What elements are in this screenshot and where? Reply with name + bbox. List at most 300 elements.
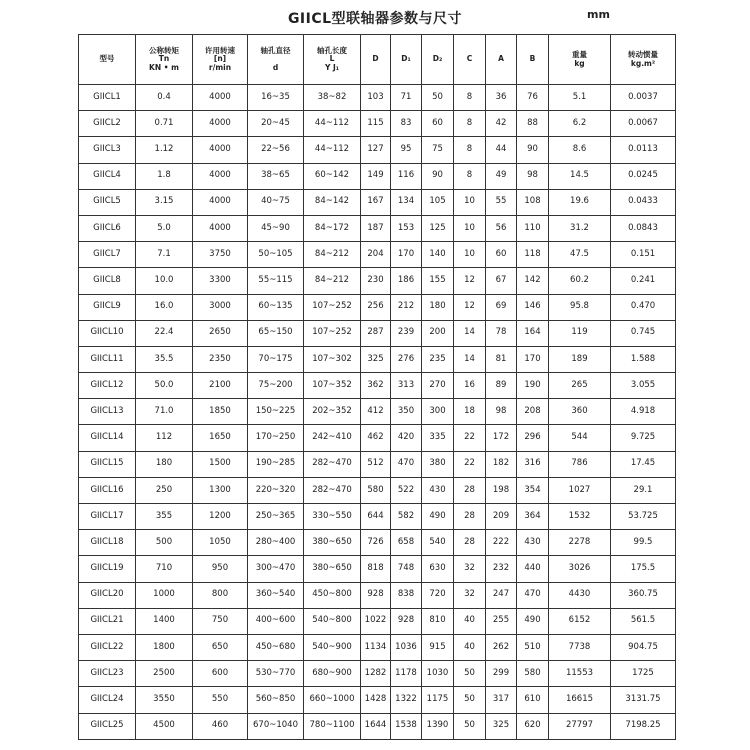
cell-bore-length: 380~650 [304,530,361,556]
cell-D: 818 [361,556,391,582]
cell-D: 512 [361,451,391,477]
cell-bore-length: 38~82 [304,85,361,111]
cell-torque: 16.0 [136,294,193,320]
cell-speed: 3300 [193,268,248,294]
cell-A: 98 [486,399,517,425]
cell-bore-length: 780~1100 [304,713,361,740]
cell-model: GIICL4 [79,163,136,189]
cell-weight: 119 [549,320,611,346]
cell-B: 610 [517,687,549,713]
cell-D1: 212 [391,294,422,320]
cell-D1: 522 [391,477,422,503]
cell-bore-length: 107~352 [304,373,361,399]
cell-A: 49 [486,163,517,189]
cell-D: 1022 [361,608,391,634]
cell-model: GIICL12 [79,373,136,399]
cell-D1: 470 [391,451,422,477]
header-D1: D₁ [391,35,422,85]
table-row [79,608,676,634]
cell-D: 462 [361,425,391,451]
header-D2: D₂ [422,35,454,85]
table-row [79,713,676,740]
cell-B: 490 [517,608,549,634]
table-row [79,530,676,556]
cell-model: GIICL13 [79,399,136,425]
cell-C: 22 [454,451,486,477]
cell-C: 10 [454,242,486,268]
table-row [79,556,676,582]
cell-model: GIICL20 [79,582,136,608]
cell-speed: 4000 [193,215,248,241]
cell-speed: 2350 [193,346,248,372]
cell-C: 10 [454,189,486,215]
cell-torque: 22.4 [136,320,193,346]
cell-torque: 50.0 [136,373,193,399]
cell-B: 108 [517,189,549,215]
cell-speed: 600 [193,661,248,687]
cell-D: 1644 [361,713,391,740]
cell-B: 620 [517,713,549,740]
cell-D2: 1390 [422,713,454,740]
cell-inertia: 0.0067 [611,111,676,137]
cell-model: GIICL8 [79,268,136,294]
table-row [79,477,676,503]
cell-torque: 4500 [136,713,193,740]
header-bore: 轴孔直径 d [248,35,304,85]
cell-C: 50 [454,687,486,713]
header-D: D [361,35,391,85]
cell-model: GIICL7 [79,242,136,268]
cell-bore-diameter: 670~1040 [248,713,304,740]
table-row [79,425,676,451]
cell-inertia: 0.745 [611,320,676,346]
cell-inertia: 360.75 [611,582,676,608]
cell-speed: 1650 [193,425,248,451]
cell-A: 182 [486,451,517,477]
cell-D1: 153 [391,215,422,241]
cell-bore-diameter: 450~680 [248,634,304,660]
cell-D2: 140 [422,242,454,268]
cell-A: 55 [486,189,517,215]
table-row [79,504,676,530]
cell-torque: 3550 [136,687,193,713]
cell-weight: 60.2 [549,268,611,294]
cell-D2: 155 [422,268,454,294]
table-body [79,85,676,740]
cell-D1: 1322 [391,687,422,713]
table-row [79,399,676,425]
table-row [79,268,676,294]
cell-torque: 2500 [136,661,193,687]
cell-bore-length: 282~470 [304,477,361,503]
cell-bore-length: 282~470 [304,451,361,477]
cell-weight: 95.8 [549,294,611,320]
cell-D: 1428 [361,687,391,713]
cell-D2: 490 [422,504,454,530]
cell-B: 510 [517,634,549,660]
cell-speed: 950 [193,556,248,582]
cell-model: GIICL17 [79,504,136,530]
cell-model: GIICL24 [79,687,136,713]
cell-C: 50 [454,661,486,687]
cell-torque: 3.15 [136,189,193,215]
cell-torque: 710 [136,556,193,582]
cell-D: 1134 [361,634,391,660]
cell-B: 470 [517,582,549,608]
cell-inertia: 0.0037 [611,85,676,111]
cell-bore-length: 84~142 [304,189,361,215]
table-row [79,111,676,137]
cell-C: 16 [454,373,486,399]
cell-model: GIICL15 [79,451,136,477]
cell-bore-length: 107~252 [304,320,361,346]
cell-bore-length: 44~112 [304,137,361,163]
table-row [79,582,676,608]
cell-model: GIICL16 [79,477,136,503]
cell-B: 76 [517,85,549,111]
cell-A: 89 [486,373,517,399]
cell-speed: 4000 [193,137,248,163]
cell-C: 32 [454,556,486,582]
cell-D2: 1175 [422,687,454,713]
cell-torque: 180 [136,451,193,477]
header-inertia: 转动惯量 kg.m² [611,35,676,85]
cell-inertia: 99.5 [611,530,676,556]
cell-speed: 1500 [193,451,248,477]
cell-D2: 810 [422,608,454,634]
cell-bore-length: 242~410 [304,425,361,451]
cell-bore-diameter: 400~600 [248,608,304,634]
cell-speed: 800 [193,582,248,608]
cell-B: 88 [517,111,549,137]
cell-D: 644 [361,504,391,530]
cell-C: 8 [454,137,486,163]
cell-model: GIICL23 [79,661,136,687]
cell-D: 115 [361,111,391,137]
cell-D1: 116 [391,163,422,189]
cell-inertia: 4.918 [611,399,676,425]
cell-bore-length: 540~800 [304,608,361,634]
cell-B: 170 [517,346,549,372]
page-title: GIICL型联轴器参数与尺寸 [287,11,463,27]
cell-weight: 360 [549,399,611,425]
cell-D2: 335 [422,425,454,451]
cell-bore-diameter: 250~365 [248,504,304,530]
header-A: A [486,35,517,85]
table-row [79,661,676,687]
cell-weight: 47.5 [549,242,611,268]
cell-D2: 105 [422,189,454,215]
cell-torque: 0.71 [136,111,193,137]
cell-bore-diameter: 40~75 [248,189,304,215]
cell-weight: 5.1 [549,85,611,111]
cell-model: GIICL25 [79,713,136,740]
cell-inertia: 29.1 [611,477,676,503]
cell-bore-diameter: 60~135 [248,294,304,320]
cell-B: 364 [517,504,549,530]
cell-D2: 180 [422,294,454,320]
cell-A: 317 [486,687,517,713]
cell-B: 440 [517,556,549,582]
cell-C: 28 [454,504,486,530]
cell-speed: 1850 [193,399,248,425]
unit-label: mm [587,8,610,21]
cell-speed: 1200 [193,504,248,530]
cell-C: 8 [454,111,486,137]
cell-C: 8 [454,85,486,111]
cell-C: 28 [454,530,486,556]
cell-D1: 1178 [391,661,422,687]
cell-model: GIICL10 [79,320,136,346]
cell-model: GIICL5 [79,189,136,215]
cell-B: 164 [517,320,549,346]
cell-speed: 4000 [193,189,248,215]
cell-bore-diameter: 190~285 [248,451,304,477]
cell-D2: 720 [422,582,454,608]
cell-A: 255 [486,608,517,634]
cell-bore-diameter: 300~470 [248,556,304,582]
cell-speed: 650 [193,634,248,660]
cell-inertia: 0.0433 [611,189,676,215]
cell-speed: 2650 [193,320,248,346]
header-B: B [517,35,549,85]
cell-speed: 460 [193,713,248,740]
cell-A: 172 [486,425,517,451]
cell-C: 8 [454,163,486,189]
cell-weight: 544 [549,425,611,451]
cell-C: 28 [454,477,486,503]
cell-D2: 380 [422,451,454,477]
cell-B: 208 [517,399,549,425]
cell-D: 230 [361,268,391,294]
cell-D2: 300 [422,399,454,425]
cell-bore-length: 60~142 [304,163,361,189]
cell-inertia: 561.5 [611,608,676,634]
cell-bore-length: 450~800 [304,582,361,608]
cell-weight: 189 [549,346,611,372]
cell-D: 928 [361,582,391,608]
header-C: C [454,35,486,85]
cell-torque: 1400 [136,608,193,634]
cell-B: 316 [517,451,549,477]
cell-D2: 270 [422,373,454,399]
cell-D2: 200 [422,320,454,346]
cell-model: GIICL21 [79,608,136,634]
cell-C: 12 [454,268,486,294]
coupling-spec-table [78,34,676,740]
cell-A: 56 [486,215,517,241]
cell-speed: 3750 [193,242,248,268]
cell-inertia: 3131.75 [611,687,676,713]
table-row [79,189,676,215]
cell-inertia: 0.241 [611,268,676,294]
cell-A: 78 [486,320,517,346]
cell-model: GIICL19 [79,556,136,582]
cell-weight: 786 [549,451,611,477]
table-row [79,137,676,163]
cell-D2: 75 [422,137,454,163]
cell-A: 209 [486,504,517,530]
cell-inertia: 0.151 [611,242,676,268]
cell-D: 256 [361,294,391,320]
cell-D: 167 [361,189,391,215]
cell-torque: 1000 [136,582,193,608]
cell-inertia: 3.055 [611,373,676,399]
cell-C: 32 [454,582,486,608]
cell-D1: 83 [391,111,422,137]
cell-B: 580 [517,661,549,687]
header-torque: 公称转矩 Tn KN • m [136,35,193,85]
cell-speed: 4000 [193,111,248,137]
cell-D2: 540 [422,530,454,556]
cell-D1: 313 [391,373,422,399]
cell-weight: 31.2 [549,215,611,241]
cell-bore-diameter: 75~200 [248,373,304,399]
cell-D: 204 [361,242,391,268]
cell-D1: 420 [391,425,422,451]
header-model: 型号 [79,35,136,85]
cell-model: GIICL2 [79,111,136,137]
table-row [79,373,676,399]
cell-model: GIICL14 [79,425,136,451]
table-row [79,634,676,660]
cell-inertia: 904.75 [611,634,676,660]
cell-weight: 14.5 [549,163,611,189]
cell-weight: 6152 [549,608,611,634]
cell-bore-diameter: 220~320 [248,477,304,503]
cell-bore-diameter: 280~400 [248,530,304,556]
cell-bore-length: 380~650 [304,556,361,582]
cell-bore-diameter: 55~115 [248,268,304,294]
cell-bore-diameter: 360~540 [248,582,304,608]
cell-D2: 50 [422,85,454,111]
cell-torque: 1.12 [136,137,193,163]
cell-C: 50 [454,713,486,740]
cell-speed: 4000 [193,163,248,189]
cell-torque: 500 [136,530,193,556]
cell-A: 232 [486,556,517,582]
cell-D: 287 [361,320,391,346]
cell-torque: 1.8 [136,163,193,189]
cell-bore-diameter: 45~90 [248,215,304,241]
cell-weight: 3026 [549,556,611,582]
cell-weight: 7738 [549,634,611,660]
cell-D1: 239 [391,320,422,346]
cell-D: 362 [361,373,391,399]
cell-weight: 19.6 [549,189,611,215]
cell-A: 81 [486,346,517,372]
cell-inertia: 0.470 [611,294,676,320]
cell-torque: 71.0 [136,399,193,425]
cell-D: 149 [361,163,391,189]
cell-bore-length: 84~212 [304,242,361,268]
cell-A: 69 [486,294,517,320]
cell-D2: 60 [422,111,454,137]
cell-weight: 1532 [549,504,611,530]
cell-inertia: 175.5 [611,556,676,582]
cell-D1: 658 [391,530,422,556]
cell-A: 60 [486,242,517,268]
cell-B: 142 [517,268,549,294]
cell-D: 325 [361,346,391,372]
cell-model: GIICL1 [79,85,136,111]
cell-C: 10 [454,215,486,241]
cell-speed: 1300 [193,477,248,503]
cell-B: 296 [517,425,549,451]
cell-weight: 1027 [549,477,611,503]
cell-speed: 4000 [193,85,248,111]
cell-D1: 350 [391,399,422,425]
cell-D1: 748 [391,556,422,582]
cell-D2: 430 [422,477,454,503]
cell-bore-diameter: 560~850 [248,687,304,713]
cell-A: 247 [486,582,517,608]
cell-speed: 550 [193,687,248,713]
cell-bore-length: 107~302 [304,346,361,372]
cell-bore-length: 330~550 [304,504,361,530]
cell-D1: 95 [391,137,422,163]
table-row [79,451,676,477]
cell-C: 40 [454,608,486,634]
cell-D1: 71 [391,85,422,111]
cell-model: GIICL18 [79,530,136,556]
cell-D1: 1036 [391,634,422,660]
cell-D: 580 [361,477,391,503]
cell-D1: 186 [391,268,422,294]
cell-inertia: 1725 [611,661,676,687]
cell-weight: 6.2 [549,111,611,137]
cell-model: GIICL3 [79,137,136,163]
cell-C: 12 [454,294,486,320]
cell-bore-length: 680~900 [304,661,361,687]
table-row [79,242,676,268]
cell-D: 1282 [361,661,391,687]
header-length: 轴孔长度 L Y J₁ [304,35,361,85]
cell-B: 110 [517,215,549,241]
cell-weight: 4430 [549,582,611,608]
cell-bore-length: 660~1000 [304,687,361,713]
cell-torque: 7.1 [136,242,193,268]
cell-A: 67 [486,268,517,294]
cell-B: 98 [517,163,549,189]
cell-torque: 0.4 [136,85,193,111]
cell-inertia: 1.588 [611,346,676,372]
cell-A: 42 [486,111,517,137]
cell-torque: 1800 [136,634,193,660]
cell-bore-length: 84~212 [304,268,361,294]
cell-inertia: 17.45 [611,451,676,477]
cell-weight: 11553 [549,661,611,687]
cell-weight: 8.6 [549,137,611,163]
cell-inertia: 53.725 [611,504,676,530]
cell-bore-diameter: 50~105 [248,242,304,268]
cell-A: 299 [486,661,517,687]
cell-D2: 235 [422,346,454,372]
cell-D2: 125 [422,215,454,241]
cell-bore-diameter: 530~770 [248,661,304,687]
cell-D: 187 [361,215,391,241]
cell-bore-diameter: 150~225 [248,399,304,425]
cell-C: 18 [454,399,486,425]
cell-A: 44 [486,137,517,163]
cell-B: 90 [517,137,549,163]
cell-C: 40 [454,634,486,660]
cell-model: GIICL9 [79,294,136,320]
cell-B: 190 [517,373,549,399]
cell-model: GIICL6 [79,215,136,241]
header-speed: 许用转速 [n] r/min [193,35,248,85]
cell-D2: 90 [422,163,454,189]
